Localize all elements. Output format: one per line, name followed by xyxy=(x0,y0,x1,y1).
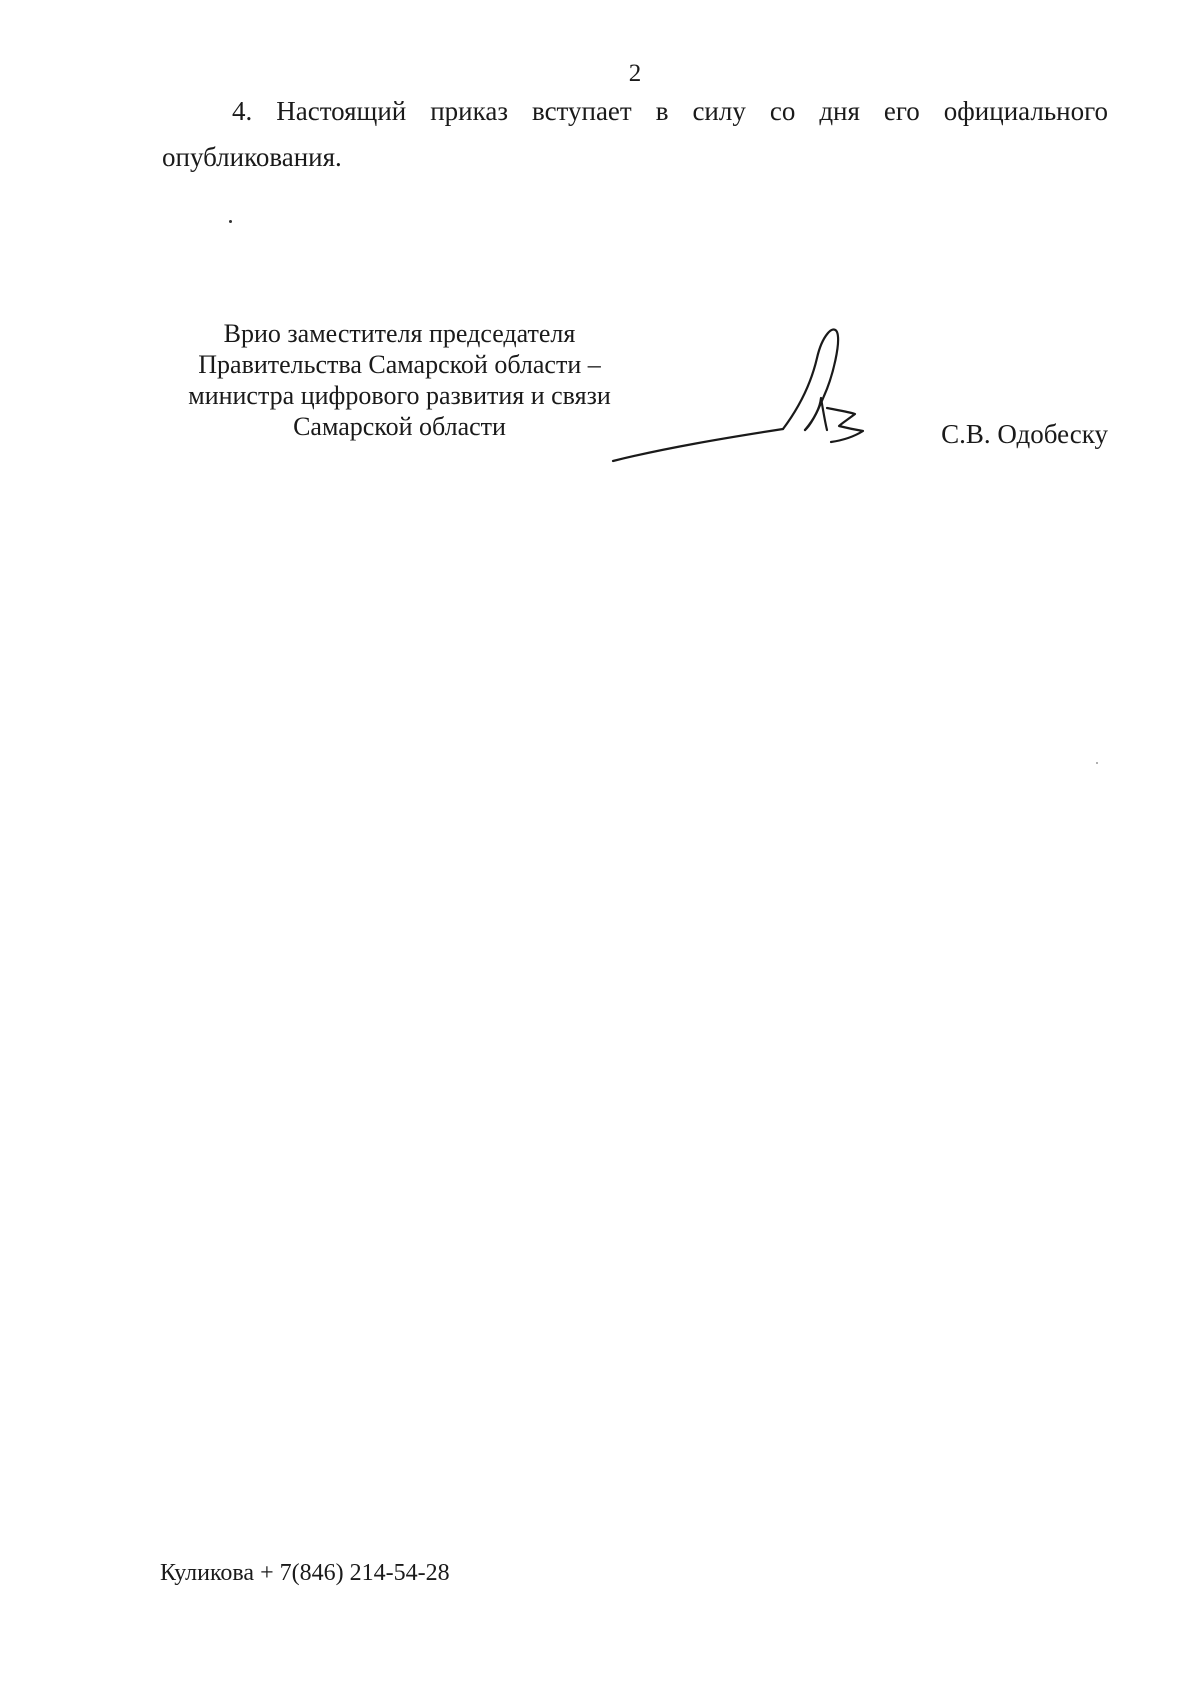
page-number: 2 xyxy=(628,60,642,87)
handwritten-signature xyxy=(605,318,875,468)
executor-contact: Куликова + 7(846) 214-54-28 xyxy=(160,1560,450,1586)
signer-title-line: Самарской области xyxy=(293,412,506,441)
body-paragraph: 4. Настоящий приказ вступает в силу со дня его официального опубликования. xyxy=(162,96,1108,172)
signer-title xyxy=(152,318,647,442)
signer-title-line: Правительства Самарской области – xyxy=(198,350,601,379)
stray-mark xyxy=(1096,762,1098,764)
stray-mark xyxy=(229,220,232,223)
signer-title-line: министра цифрового развития и связи xyxy=(188,381,611,410)
signer-name: С.В. Одобеску xyxy=(941,419,1108,449)
signer-title-line: Врио заместителя председателя xyxy=(223,319,576,348)
